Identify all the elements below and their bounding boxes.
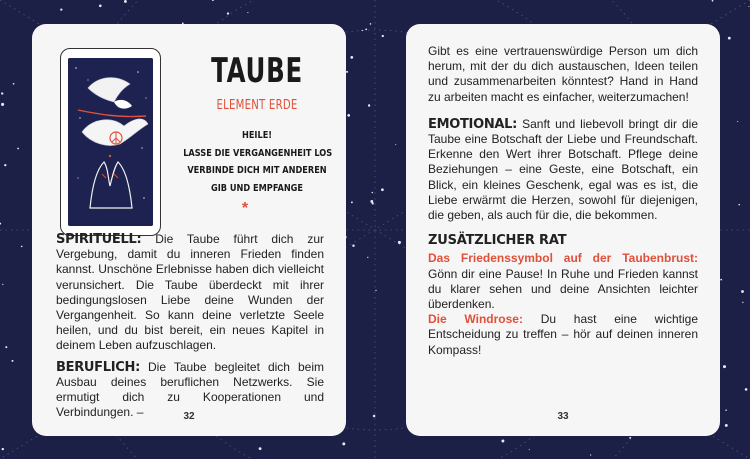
spirituell-label: SPIRITUELL:	[56, 232, 142, 247]
background-star	[347, 114, 350, 117]
background-star	[60, 9, 62, 11]
asterisk-ornament: *	[241, 200, 249, 217]
tip2-text: Du hast eine wichtige Entscheidung zu treffen – hör auf deinen inneren Kompass!	[428, 312, 698, 357]
mantra-line: VERBINDE DICH MIT ANDEREN	[187, 165, 327, 176]
background-star	[737, 121, 738, 122]
page-number: 32	[183, 411, 195, 422]
background-star	[212, 0, 214, 1]
background-star	[372, 202, 374, 204]
background-star	[247, 12, 248, 13]
background-star	[367, 257, 368, 258]
background-star	[725, 424, 728, 427]
background-star	[738, 204, 740, 206]
mantra-line: HEILE!	[241, 130, 273, 141]
background-star	[375, 290, 376, 291]
emotional-paragraph	[428, 117, 698, 223]
background-star	[2, 284, 3, 285]
background-star	[398, 241, 401, 244]
card-element-subtitle: ELEMENT ERDE	[216, 98, 298, 113]
dove-card-illustration	[68, 58, 153, 226]
background-star	[370, 23, 372, 25]
background-star	[342, 442, 345, 445]
background-star	[351, 201, 353, 203]
background-star	[501, 440, 504, 443]
background-star	[352, 245, 354, 247]
tip2-label: Die Windrose:	[428, 312, 523, 327]
background-star	[365, 29, 367, 31]
mantra-line: LASSE DIE VERGANGENHEIT LOS	[183, 147, 333, 159]
background-star	[350, 56, 353, 59]
left-page	[32, 24, 346, 436]
background-star	[720, 279, 722, 281]
background-star	[725, 409, 727, 411]
background-star	[712, 0, 714, 2]
background-star	[590, 454, 591, 455]
mantra-line: GIB UND EMPFANGE	[210, 182, 304, 194]
background-star	[99, 4, 102, 7]
background-star	[5, 346, 7, 348]
background-star	[529, 449, 530, 450]
tip-peace-symbol	[428, 251, 698, 312]
page-number: 33	[557, 411, 569, 422]
emotional-label: EMOTIONAL:	[428, 116, 518, 132]
background-star	[4, 164, 6, 166]
background-star	[21, 246, 23, 248]
background-star	[395, 144, 396, 145]
background-star	[742, 302, 743, 303]
background-star	[368, 104, 370, 106]
background-star	[745, 388, 748, 391]
background-star	[0, 223, 1, 225]
background-star	[1, 103, 4, 106]
background-star	[346, 71, 348, 73]
background-star	[382, 35, 384, 37]
background-star	[362, 30, 363, 31]
tip1-text: Gönn dir eine Pause! In Ruhe und Frieden kannst du klarer sehen und deine Ansichten leichter überdenken.	[428, 266, 698, 312]
intro-paragraph: Gibt es eine vertrauenswürdige Person um dich herum, mit der du dich austauschen, Ideen teilen und zusammenarbeiten könntest? Hand in Hand zu arbeiten macht es einfacher, weiterzumachen!	[428, 44, 698, 104]
background-star	[728, 37, 731, 40]
background-star	[1, 92, 3, 94]
oracle-card	[60, 48, 161, 236]
background-star	[17, 148, 19, 150]
left-body-text	[56, 232, 324, 426]
background-star	[2, 448, 4, 450]
right-page	[406, 24, 720, 436]
tip1-label: Das Friedenssymbol auf der Taubenbrust:	[428, 251, 698, 266]
beruflich-text: Die Taube begleitet dich beim Ausbau deines beruflichen Netzwerks. Sie ermutigt dich zu Kooperationen und Verbindungen. –	[56, 359, 324, 420]
background-star	[381, 188, 384, 191]
spirituell-paragraph	[56, 232, 324, 354]
background-star	[741, 290, 744, 293]
background-star	[629, 437, 631, 439]
emotional-text: Sanft und liebevoll bringt dir die Taube eine Botschaft der Liebe und Freundschaft. Erkenne den Wert ihrer Botschaft. Pflege deine Beziehungen – eine Geste, eine Botschaft, ein Blick, ein kleines Geschenk, egal was es ist, die Liebe erwärmt die Herzen, sowohl für diejenigen, die geben, als auch für die, die bekommen.	[428, 116, 698, 223]
beruflich-label: BERUFLICH:	[56, 359, 140, 375]
background-star	[373, 415, 376, 418]
extra-advice-title: ZUSÄTZLICHER RAT	[428, 233, 567, 249]
background-star	[124, 0, 127, 3]
card-title: TAUBE	[211, 51, 303, 91]
background-star	[723, 365, 726, 368]
tip-compass-rose	[428, 312, 698, 358]
background-star	[372, 192, 374, 194]
background-star	[748, 6, 749, 7]
right-body-text	[428, 44, 698, 364]
background-star	[259, 447, 262, 450]
card-mantra	[183, 127, 331, 197]
background-star	[227, 12, 229, 14]
background-star	[13, 83, 15, 85]
background-star	[12, 360, 14, 362]
spirituell-text: Die Taube führt dich zur Vergebung, damit du inneren Frieden finden kannst. Unschöne Erlebnisse haben dich vielleicht verunsichert. Die Taube überdeckt mit ihrer bedingungslosen Liebe deine Wunden der Vergangenheit. So kann deine verletzte Seele heilen, und du bist bereit, ein neues Kapitel in deinem Leben aufzuschlagen.	[56, 232, 324, 353]
